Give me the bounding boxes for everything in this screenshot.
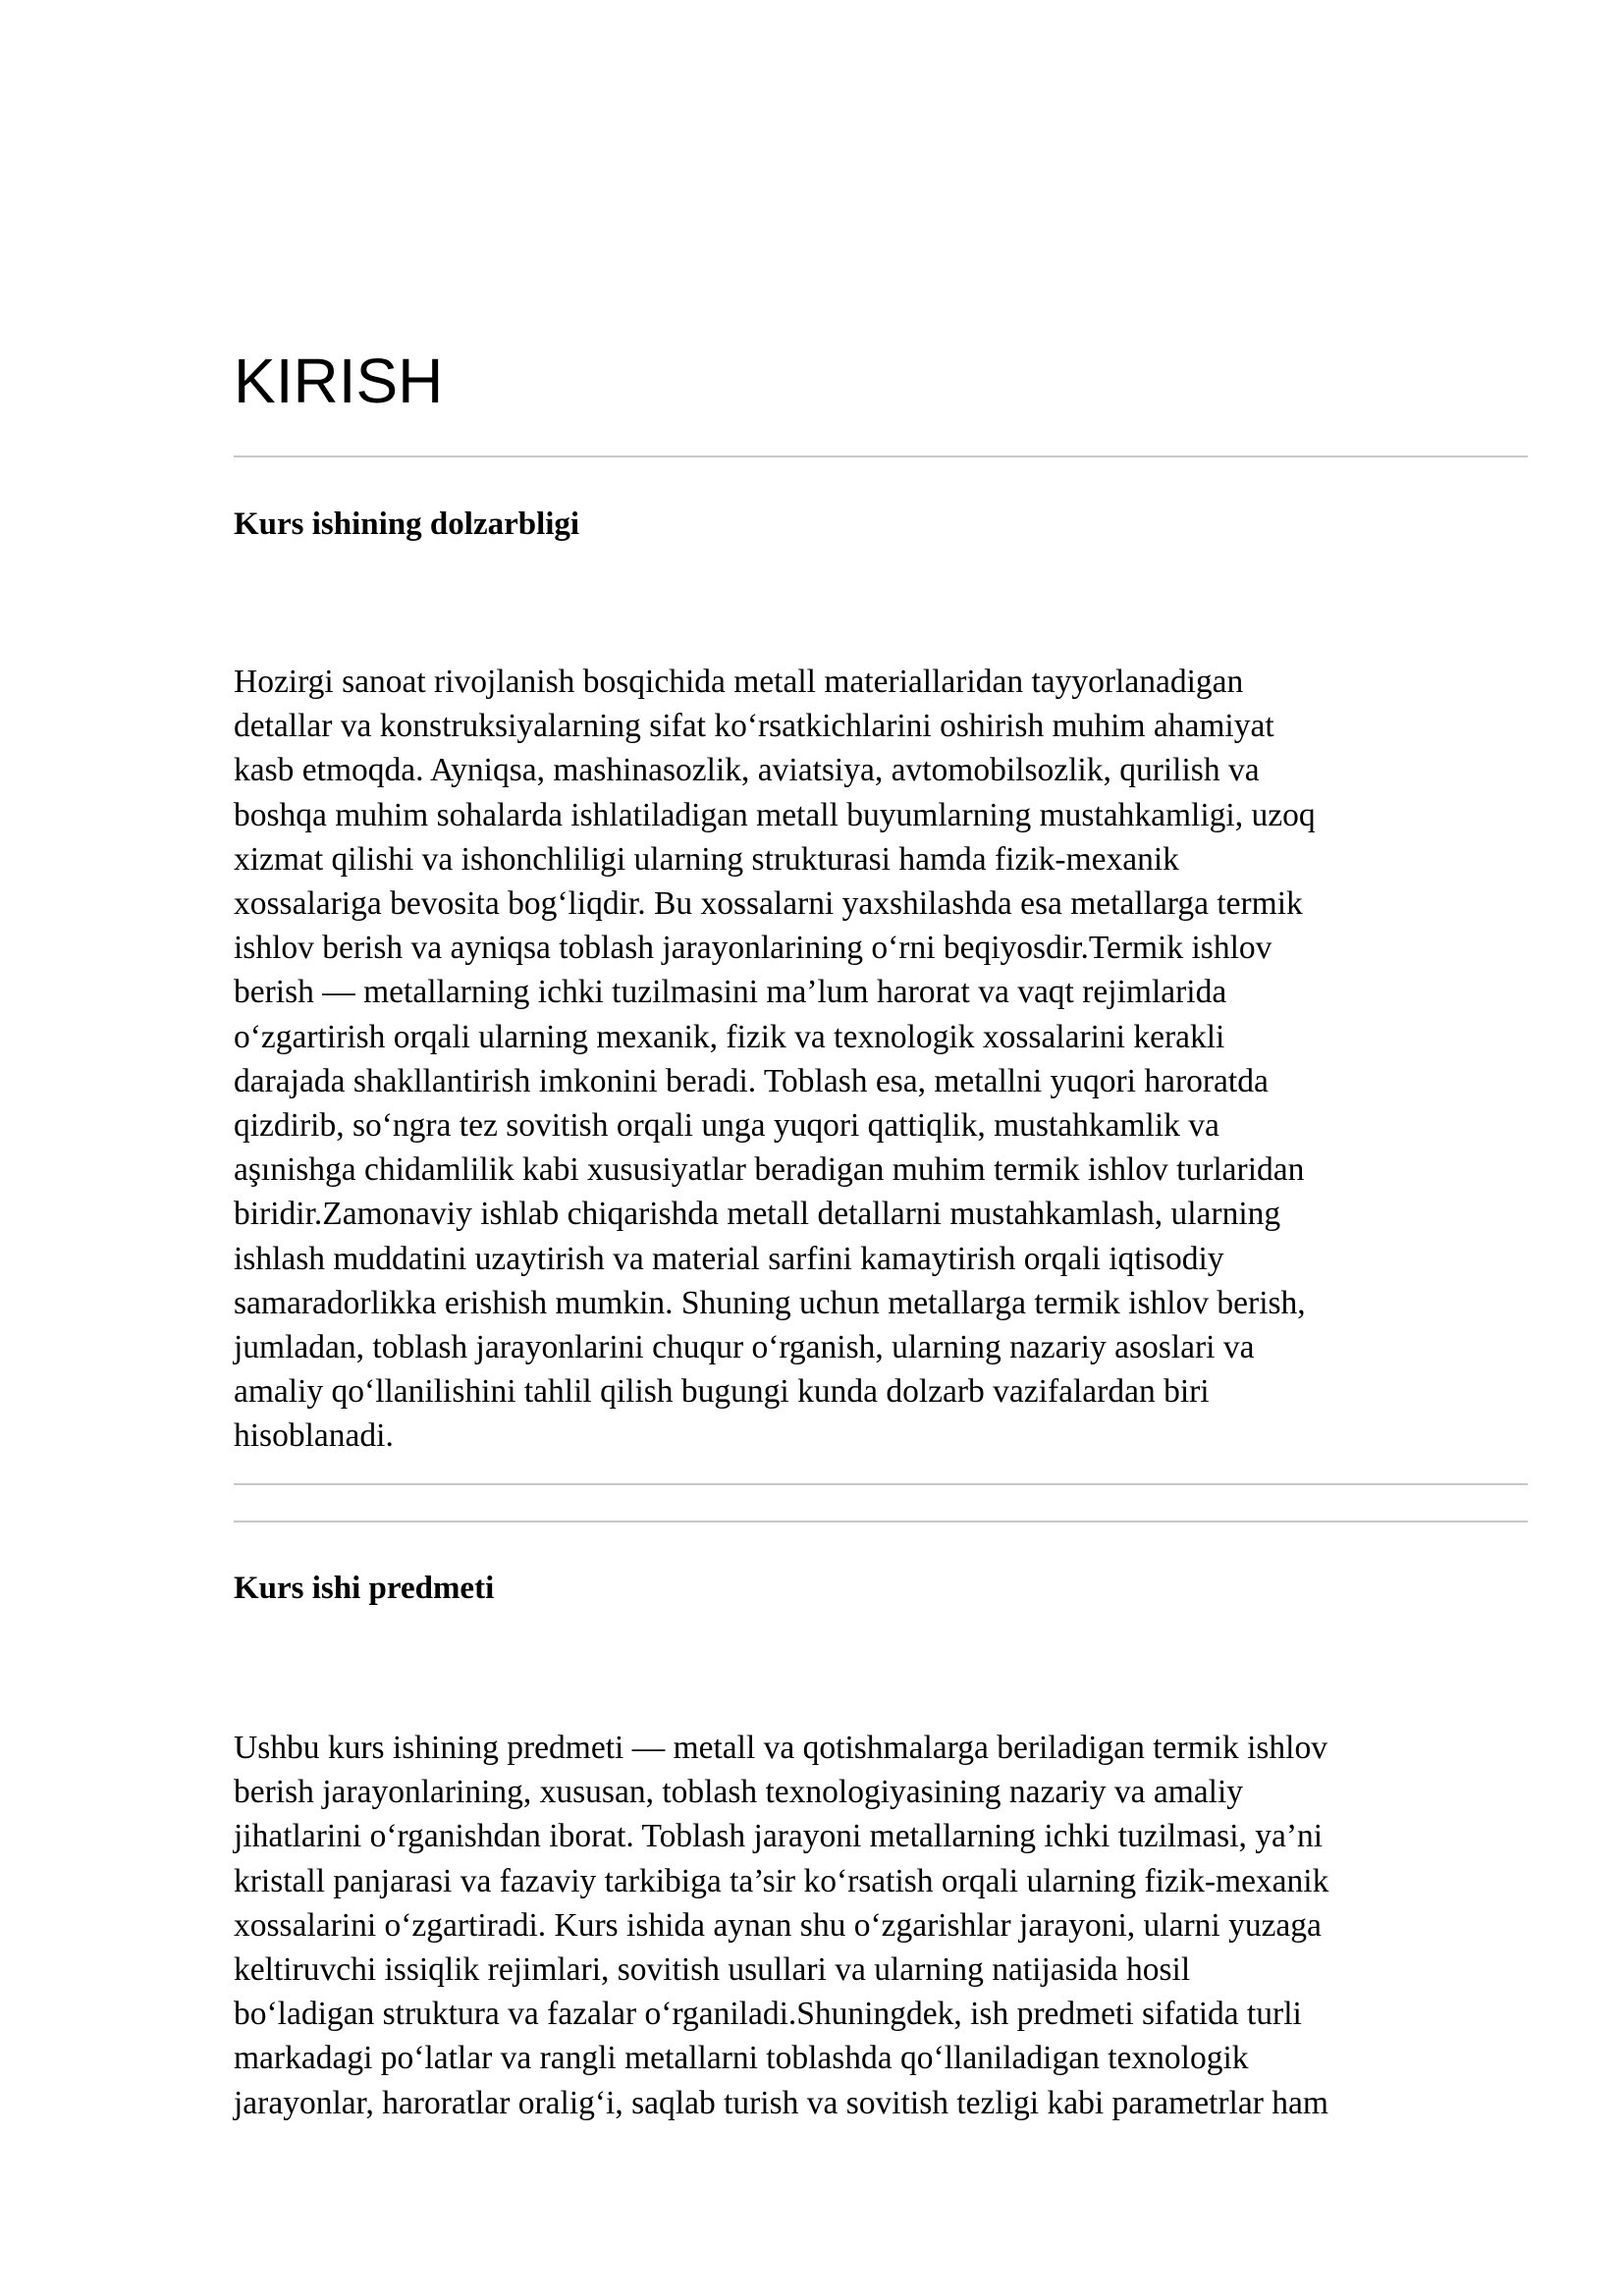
paragraph-line: ishlov berish va ayniqsa toblash jarayonlarining o‘rni beqiyosdir.Termik ishlov [234,930,1272,967]
paragraph-line: Ushbu kurs ishining predmeti — metall va qotishmalarga beriladigan termik ishlov [234,1730,1327,1766]
paragraph-line: qizdirib, so‘ngra tez sovitish orqali unga yuqori qattiqlik, mustahkamlik va [234,1107,1219,1145]
section-paragraph-relevance [234,660,1528,1459]
paragraph-line: jarayonlar, haroratlar oralig‘i, saqlab turish va sovitish tezligi kabi parametrlar ham [234,2084,1328,2121]
paragraph-line: keltiruvchi issiqlik rejimlari, sovitish usullari va ularning natijasida hosil [234,1951,1191,1989]
paragraph-line: kristall panjarasi va fazaviy tarkibiga ta’sir ko‘rsatish orqali ularning fizik-mexanik [234,1862,1329,1899]
paragraph-line: xossalarini o‘zgartiradi. Kurs ishida aynan shu o‘zgarishlar jarayoni, ularni yuzaga [234,1906,1322,1944]
paragraph-line: Hozirgi sanoat rivojlanish bosqichida metall materiallaridan tayyorlanadigan [234,664,1244,700]
paragraph-line: berish jarayonlarining, xususan, toblash texnologiyasining nazariy va amaliy [234,1774,1244,1811]
paragraph-line: o‘zgartirish orqali ularning mexanik, fizik va texnologik xossalarini kerakli [234,1018,1225,1055]
section-divider [234,1521,1528,1522]
paragraph-line: xizmat qilishi va ishonchliligi ularning strukturasi hamda fizik-mexanik [234,840,1179,878]
paragraph-line: detallar va konstruksiyalarning sifat ko‘rsatkichlarini oshirish muhim ahamiyat [234,708,1274,745]
section-paragraph-subject [234,1726,1528,2125]
paragraph-line: xossalariga bevosita bog‘liqdir. Bu xossalarni yaxshilashda esa metallarga termik [234,885,1303,923]
paragraph-line: jihatlarini o‘rganishdan iborat. Toblash jarayoni metallarning ichki tuzilmasi, ya’ni [234,1818,1324,1855]
paragraph-line: darajada shakllantirish imkonini beradi. Toblash esa, metallni yuqori haroratda [234,1062,1269,1099]
section-divider [234,1483,1528,1485]
paragraph-line: ishlash muddatini uzaytirish va material sarfini kamaytirish orqali iqtisodiy [234,1240,1224,1277]
section-heading-relevance: Kurs ishining dolzarbligi [234,507,580,542]
paragraph-line: bo‘ladigan struktura va fazalar o‘rganiladi.Shuningdek, ish predmeti sifatida turli [234,1996,1302,2033]
paragraph-line: kasb etmoqda. Ayniqsa, mashinasozlik, aviatsiya, avtomobilsozlik, qurilish va [234,752,1260,789]
title-divider [234,455,1528,457]
paragraph-line: jumladan, toblash jarayonlarini chuqur o‘rganish, ularning nazariy asoslari va [234,1329,1255,1366]
paragraph-line: samaradorlikka erishish mumkin. Shuning uchun metallarga termik ishlov berish, [234,1284,1306,1321]
section-heading-subject: Kurs ishi predmeti [234,1571,495,1606]
paragraph-line: amaliy qo‘llanilishini tahlil qilish bugungi kunda dolzarb vazifalardan biri [234,1373,1210,1411]
document-title: KIRISH [234,346,444,416]
paragraph-line: berish — metallarning ichki tuzilmasini ma’lum harorat va vaqt rejimlarida [234,974,1227,1011]
paragraph-line: hisoblanadi. [234,1417,394,1455]
paragraph-line: boshqa muhim sohalarda ishlatiladigan metall buyumlarning mustahkamligi, uzoq [234,796,1316,833]
paragraph-line: biridir.Zamonaviy ishlab chiqarishda metall detallarni mustahkamlash, ularning [234,1196,1281,1233]
paragraph-line: aşınishga chidamlilik kabi xususiyatlar beradigan muhim termik ishlov turlaridan [234,1151,1305,1189]
paragraph-line: markadagi po‘latlar va rangli metallarni toblashda qo‘llaniladigan texnologik [234,2040,1249,2077]
